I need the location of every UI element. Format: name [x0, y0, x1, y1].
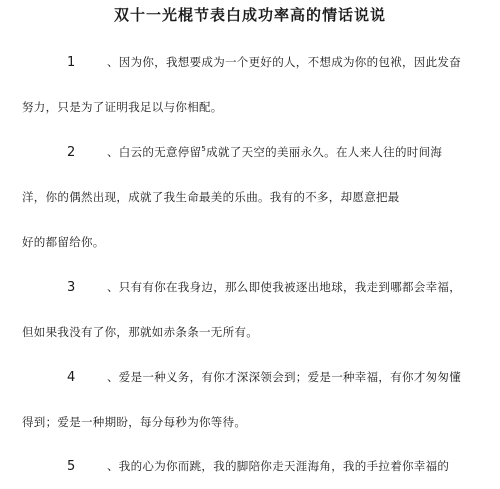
- item-text: 成就了天空的美丽永久。在人来人往的时间海: [206, 145, 443, 159]
- item-text: 洋，你的偶然出现，成就了我生命最美的乐曲。我有的不多，却愿意把最: [22, 190, 400, 204]
- item-text: 好的都留给你。: [22, 235, 105, 249]
- item-text: 努力，只是为了证明我足以与你相配。: [22, 100, 223, 114]
- item-1-line-2: [22, 99, 223, 115]
- item-4-line-2: [22, 414, 246, 430]
- item-text: 、因为你，我想要成为一个更好的人，不想成为你的包袱，因此发奋: [107, 55, 461, 69]
- item-text: 、爱是一种义务，有你才深深领会到；爱是一种幸福，有你才匆匆懂: [107, 370, 461, 384]
- item-number: 1: [67, 55, 76, 70]
- item-text: 、只有有你在我身边，那么即使我被逐出地球，我走到哪都会幸福，: [107, 280, 461, 294]
- document-title: 双十一光棍节表白成功率高的情话说说: [113, 6, 386, 24]
- item-text: 得到；爱是一种期盼，每分每秒为你等待。: [22, 415, 247, 429]
- item-3-line-1: [22, 279, 461, 295]
- item-4-line-1: [22, 369, 461, 385]
- item-5-line-1: [22, 458, 449, 474]
- item-number: 3: [67, 280, 76, 295]
- item-3-line-2: [22, 324, 258, 340]
- item-text: 、我的心为你而跳，我的脚陪你走天涯海角，我的手拉着你幸福的: [107, 459, 450, 473]
- item-text: 但如果我没有了你，那就如赤条条一无所有。: [22, 325, 258, 339]
- item-number: 4: [67, 370, 76, 385]
- item-2-line-3: [22, 234, 105, 250]
- item-number: 2: [67, 145, 76, 160]
- item-number: 5: [67, 459, 76, 474]
- superscript-mark: 5: [201, 145, 207, 154]
- item-1-line-1: [22, 54, 461, 70]
- item-text: 、白云的无意停留: [107, 145, 202, 159]
- item-2-line-1: [22, 144, 442, 160]
- item-2-line-2: [22, 189, 400, 205]
